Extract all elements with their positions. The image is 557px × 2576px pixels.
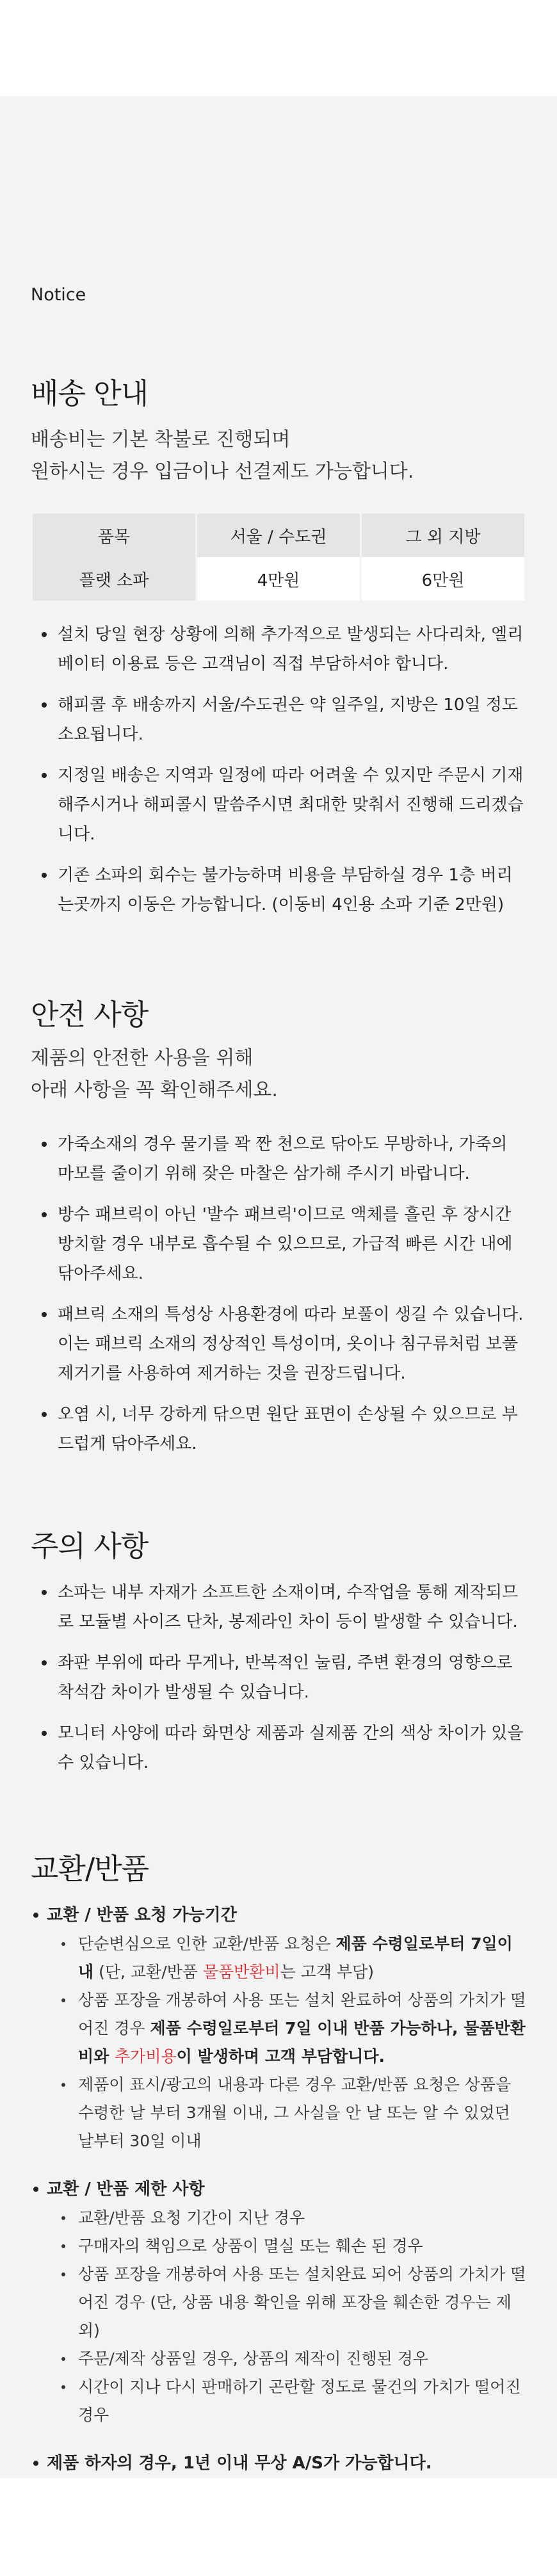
shipping-fee-table [31, 514, 526, 601]
list-item: 오염 시, 너무 강하게 닦으면 원단 표면이 손상될 수 있으므로 부드럽게 닦아주세요. [58, 1400, 526, 1459]
returns-as-note: 제품 하자의 경우, 1년 이내 무상 A/S가 가능합니다. [31, 2449, 526, 2478]
text-run: 는 고객 부담) [280, 1963, 375, 1981]
list-item: 가죽소재의 경우 물기를 꽉 짠 천으로 닦아도 무방하나, 가죽의 마모를 줄이기 위해 잦은 마찰은 삼가해 주시기 바랍니다. [58, 1130, 526, 1188]
table-cell: 6만원 [362, 557, 524, 601]
list-item: 시간이 지나 다시 판매하기 곤란할 정도로 물건의 가치가 떨어진 경우 [78, 2373, 526, 2429]
caution-list [31, 1578, 526, 1789]
table-header: 품목 [33, 514, 195, 557]
returns-request-heading: 교환 / 반품 요청 가능기간 [31, 1900, 526, 1930]
shipping-intro-line: 원하시는 경우 입금이나 선결제도 가능합니다. [31, 460, 414, 483]
list-item: 교환/반품 요청 기간이 지난 경우 [78, 2204, 526, 2232]
table-header-row [33, 514, 524, 557]
shipping-title: 배송 안내 [31, 377, 149, 410]
list-item: 상품 포장을 개봉하여 사용 또는 설치완료 되어 상품의 가치가 떨어진 경우 (단, 상품 내용 확인을 위해 포장을 훼손한 경우는 제외) [78, 2260, 526, 2345]
shipping-list [31, 620, 526, 931]
returns-limit-list [31, 2204, 526, 2429]
table-row [33, 557, 524, 601]
table-cell: 4만원 [197, 557, 360, 601]
text-run: 제품 수령일로부터 7일이내 [78, 1934, 513, 1981]
highlight-text: 추가비용 [115, 2047, 177, 2066]
list-item: 소파는 내부 자재가 소프트한 소재이며, 수작업을 통해 제작되므로 모듈별 사이즈 단차, 봉제라인 차이 등이 발생할 수 있습니다. [58, 1578, 526, 1637]
text-run: 상품 포장을 개봉하여 사용 또는 설치 완료하여 상품의 가치가 떨어진 경우 [78, 1991, 526, 2037]
safety-intro-line: 제품의 안전한 사용을 위해 [31, 1047, 254, 1069]
list-item: 주문/제작 상품일 경우, 상품의 제작이 진행된 경우 [78, 2345, 526, 2373]
safety-list [31, 1130, 526, 1470]
list-item [78, 1930, 526, 1986]
notice-panel [0, 96, 557, 2478]
highlight-text: 물품반환비 [202, 1963, 280, 1981]
list-item: 제품이 표시/광고의 내용과 다른 경우 교환/반품 요청은 상품을 수령한 날 부터 3개월 이내, 그 사실을 안 날 또는 알 수 있었던 날부터 30일 이내 [78, 2071, 526, 2155]
text-run: 단순변심으로 인한 교환/반품 요청은 [78, 1934, 336, 1953]
list-item [78, 1986, 526, 2071]
shipping-intro-line: 배송비는 기본 착불로 진행되며 [31, 428, 291, 451]
list-item: 패브릭 소재의 특성상 사용환경에 따라 보풀이 생길 수 있습니다. 이는 패브릭 소재의 정상적인 특성이며, 옷이나 침구류처럼 보풀 제거기를 사용하여 제거하는 것을 권장드립니다. [58, 1300, 526, 1388]
returns-request-list [31, 1930, 526, 2155]
returns-section [31, 1900, 526, 2478]
text-run: 이 발생하며 고객 부담합니다. [176, 2047, 385, 2066]
list-item: 좌판 부위에 따라 무게나, 반복적인 눌림, 주변 환경의 영향으로 착석감 차이가 발생될 수 있습니다. [58, 1648, 526, 1707]
caution-title: 주의 사항 [31, 1529, 149, 1563]
list-item: 설치 당일 현장 상황에 의해 추가적으로 발생되는 사다리차, 엘리베이터 이용료 등은 고객님이 직접 부담하셔야 합니다. [58, 620, 526, 679]
list-item: 지정일 배송은 지역과 일정에 따라 어려울 수 있지만 주문시 기재해주시거나 해피콜시 말씀주시면 최대한 맞춰서 진행해 드리겠습니다. [58, 761, 526, 849]
returns-limit-heading: 교환 / 반품 제한 사항 [31, 2175, 526, 2204]
list-item: 해피콜 후 배송까지 서울/수도권은 약 일주일, 지방은 10일 정도 소요됩니다. [58, 690, 526, 749]
list-item: 기존 소파의 회수는 불가능하며 비용을 부담하실 경우 1층 버리는곳까지 이동은 가능합니다. (이동비 4인용 소파 기준 2만원) [58, 861, 526, 919]
shipping-intro [31, 424, 414, 488]
safety-intro-line: 아래 사항을 꼭 확인해주세요. [31, 1079, 278, 1101]
list-item: 방수 패브릭이 아닌 '발수 패브릭'이므로 액체를 흘린 후 장시간 방치할 경우 내부로 흡수될 수 있으므로, 가급적 빠른 시간 내에 닦아주세요. [58, 1200, 526, 1288]
safety-title: 안전 사항 [31, 998, 149, 1032]
text-run: 제품 수령일로부터 7일 이내 반품 가능하나, 물품반환비 [78, 2019, 526, 2066]
text-run: 와 [93, 2047, 115, 2066]
table-header: 서울 / 수도권 [197, 514, 360, 557]
table-cell: 플랫 소파 [33, 557, 195, 601]
list-item: 모니터 사양에 따라 화면상 제품과 실제품 간의 색상 차이가 있을 수 있습니다. [58, 1719, 526, 1778]
safety-intro [31, 1042, 278, 1106]
returns-title: 교환/반품 [31, 1852, 149, 1886]
list-item: 구매자의 책임으로 상품이 멸실 또는 훼손 된 경우 [78, 2232, 526, 2260]
notice-label: Notice [31, 285, 86, 305]
table-header: 그 외 지방 [362, 514, 524, 557]
text-run: (단, 교환/반품 [93, 1963, 203, 1981]
